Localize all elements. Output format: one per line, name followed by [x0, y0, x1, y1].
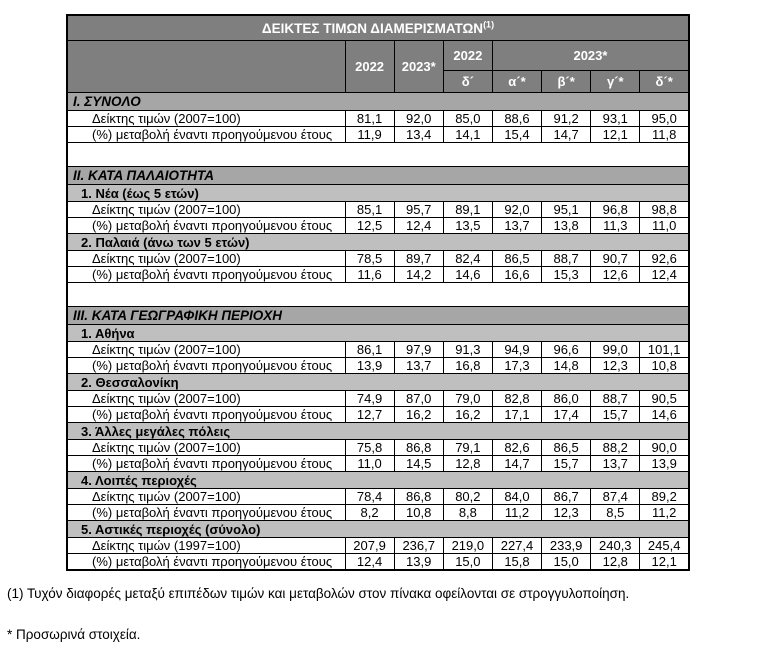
- value-cell: 78,5: [345, 251, 394, 267]
- value-cell: 94,9: [492, 342, 541, 358]
- row-label: (%) μεταβολή έναντι προηγούμενου έτους: [67, 127, 345, 143]
- data-row: [67, 342, 689, 358]
- section-row: [67, 307, 689, 325]
- data-row: [67, 218, 689, 234]
- header-quarter-a-2023: α´*: [492, 71, 541, 93]
- title-footnote-ref: (1): [483, 19, 495, 29]
- row-label: (%) μεταβολή έναντι προηγούμενου έτους: [67, 456, 345, 472]
- value-cell: 95,1: [542, 202, 591, 218]
- data-row: [67, 440, 689, 456]
- section-row: [67, 93, 689, 111]
- value-cell: 13,7: [492, 218, 541, 234]
- row-label: (%) μεταβολή έναντι προηγούμενου έτους: [67, 505, 345, 521]
- value-cell: 12,8: [591, 554, 640, 571]
- value-cell: 11,6: [345, 267, 394, 283]
- value-cell: 11,0: [640, 218, 689, 234]
- row-label: Δείκτης τιμών (2007=100): [67, 202, 345, 218]
- value-cell: 16,6: [492, 267, 541, 283]
- value-cell: 92,6: [640, 251, 689, 267]
- value-cell: 78,4: [345, 489, 394, 505]
- value-cell: 245,4: [640, 538, 689, 554]
- value-cell: 99,0: [591, 342, 640, 358]
- value-cell: 17,4: [542, 407, 591, 423]
- value-cell: 96,8: [591, 202, 640, 218]
- value-cell: 85,0: [443, 111, 492, 127]
- spacer-cell: [67, 283, 689, 307]
- value-cell: 86,5: [492, 251, 541, 267]
- data-row: [67, 251, 689, 267]
- value-cell: 92,0: [394, 111, 443, 127]
- row-label: Δείκτης τιμών (2007=100): [67, 391, 345, 407]
- value-cell: 207,9: [345, 538, 394, 554]
- value-cell: 12,1: [591, 127, 640, 143]
- value-cell: 12,6: [591, 267, 640, 283]
- data-row: [67, 127, 689, 143]
- value-cell: 11,2: [492, 505, 541, 521]
- row-label: (%) μεταβολή έναντι προηγούμενου έτους: [67, 267, 345, 283]
- data-row: [67, 456, 689, 472]
- section-label: II. ΚΑΤΑ ΠΑΛΑΙΟΤΗΤΑ: [67, 167, 689, 185]
- value-cell: 90,0: [640, 440, 689, 456]
- spacer-cell: [67, 143, 689, 167]
- value-cell: 89,7: [394, 251, 443, 267]
- value-cell: 95,0: [640, 111, 689, 127]
- subsection-label: 3. Άλλες μεγάλες πόλεις: [67, 423, 689, 440]
- value-cell: 91,3: [443, 342, 492, 358]
- value-cell: 84,0: [492, 489, 541, 505]
- value-cell: 14,7: [492, 456, 541, 472]
- value-cell: 233,9: [542, 538, 591, 554]
- value-cell: 79,0: [443, 391, 492, 407]
- value-cell: 97,9: [394, 342, 443, 358]
- value-cell: 12,7: [345, 407, 394, 423]
- subsection-row: [67, 423, 689, 440]
- value-cell: 14,8: [542, 358, 591, 374]
- subsection-label: 2. Θεσσαλονίκη: [67, 374, 689, 391]
- value-cell: 12,8: [443, 456, 492, 472]
- subsection-label: 2. Παλαιά (άνω των 5 ετών): [67, 234, 689, 251]
- value-cell: 8,5: [591, 505, 640, 521]
- table-title: [67, 15, 689, 41]
- value-cell: 10,8: [394, 505, 443, 521]
- row-label: Δείκτης τιμών (2007=100): [67, 111, 345, 127]
- value-cell: 11,9: [345, 127, 394, 143]
- header-quarter-d-2023: δ´*: [640, 71, 689, 93]
- price-index-table: [66, 14, 690, 571]
- value-cell: 74,9: [345, 391, 394, 407]
- value-cell: 16,8: [443, 358, 492, 374]
- header-quarter-d-2022: δ´: [443, 71, 492, 93]
- value-cell: 219,0: [443, 538, 492, 554]
- header-2022-quarter-year: 2022: [443, 41, 492, 71]
- value-cell: 96,6: [542, 342, 591, 358]
- footnote-provisional: * Προσωρινά στοιχεία.: [7, 627, 141, 642]
- value-cell: 98,8: [640, 202, 689, 218]
- row-label: (%) μεταβολή έναντι προηγούμενου έτους: [67, 218, 345, 234]
- value-cell: 15,0: [443, 554, 492, 571]
- value-cell: 14,6: [640, 407, 689, 423]
- value-cell: 82,6: [492, 440, 541, 456]
- value-cell: 12,3: [542, 505, 591, 521]
- value-cell: 8,8: [443, 505, 492, 521]
- value-cell: 14,2: [394, 267, 443, 283]
- subsection-row: [67, 374, 689, 391]
- value-cell: 87,4: [591, 489, 640, 505]
- row-label: (%) μεταβολή έναντι προηγούμενου έτους: [67, 554, 345, 571]
- value-cell: 86,7: [542, 489, 591, 505]
- value-cell: 88,7: [591, 391, 640, 407]
- value-cell: 13,8: [542, 218, 591, 234]
- value-cell: 88,7: [542, 251, 591, 267]
- subsection-row: [67, 472, 689, 489]
- value-cell: 82,8: [492, 391, 541, 407]
- subsection-row: [67, 325, 689, 342]
- value-cell: 15,7: [591, 407, 640, 423]
- apartment-price-index-table: [66, 14, 690, 571]
- row-label: Δείκτης τιμών (2007=100): [67, 489, 345, 505]
- data-row: [67, 505, 689, 521]
- value-cell: 10,8: [640, 358, 689, 374]
- value-cell: 12,4: [640, 267, 689, 283]
- value-cell: 86,0: [542, 391, 591, 407]
- header-quarter-b-2023: β´*: [542, 71, 591, 93]
- value-cell: 95,7: [394, 202, 443, 218]
- value-cell: 11,8: [640, 127, 689, 143]
- value-cell: 12,5: [345, 218, 394, 234]
- value-cell: 227,4: [492, 538, 541, 554]
- header-2023-quarter-group: 2023*: [492, 41, 689, 71]
- table-body: [67, 93, 689, 571]
- value-cell: 86,1: [345, 342, 394, 358]
- value-cell: 14,1: [443, 127, 492, 143]
- value-cell: 15,0: [542, 554, 591, 571]
- data-row: [67, 554, 689, 571]
- value-cell: 14,7: [542, 127, 591, 143]
- value-cell: 90,7: [591, 251, 640, 267]
- value-cell: 81,1: [345, 111, 394, 127]
- value-cell: 16,2: [394, 407, 443, 423]
- value-cell: 86,5: [542, 440, 591, 456]
- value-cell: 15,4: [492, 127, 541, 143]
- value-cell: 86,8: [394, 440, 443, 456]
- section-label: I. ΣΥΝΟΛΟ: [67, 93, 689, 111]
- column-header-row-1: [67, 41, 689, 71]
- value-cell: 89,2: [640, 489, 689, 505]
- spacer-row: [67, 143, 689, 167]
- value-cell: 13,7: [591, 456, 640, 472]
- value-cell: 11,0: [345, 456, 394, 472]
- value-cell: 85,1: [345, 202, 394, 218]
- value-cell: 101,1: [640, 342, 689, 358]
- value-cell: 11,2: [640, 505, 689, 521]
- value-cell: 8,2: [345, 505, 394, 521]
- value-cell: 15,8: [492, 554, 541, 571]
- value-cell: 15,7: [542, 456, 591, 472]
- section-row: [67, 167, 689, 185]
- value-cell: 80,2: [443, 489, 492, 505]
- spacer-row: [67, 283, 689, 307]
- value-cell: 88,2: [591, 440, 640, 456]
- label-column-header: [67, 41, 345, 93]
- value-cell: 79,1: [443, 440, 492, 456]
- value-cell: 90,5: [640, 391, 689, 407]
- subsection-label: 1. Αθήνα: [67, 325, 689, 342]
- value-cell: 13,4: [394, 127, 443, 143]
- value-cell: 93,1: [591, 111, 640, 127]
- value-cell: 13,9: [394, 554, 443, 571]
- data-row: [67, 267, 689, 283]
- value-cell: 12,3: [591, 358, 640, 374]
- footnote-rounding: (1) Τυχόν διαφορές μεταξύ επιπέδων τιμών και μεταβολών στον πίνακα οφείλονται σε στρογγυλοποίηση.: [7, 586, 630, 601]
- data-row: [67, 202, 689, 218]
- header-quarter-g-2023: γ´*: [591, 71, 640, 93]
- value-cell: 17,3: [492, 358, 541, 374]
- value-cell: 92,0: [492, 202, 541, 218]
- value-cell: 87,0: [394, 391, 443, 407]
- data-row: [67, 391, 689, 407]
- value-cell: 14,6: [443, 267, 492, 283]
- data-row: [67, 111, 689, 127]
- value-cell: 82,4: [443, 251, 492, 267]
- value-cell: 75,8: [345, 440, 394, 456]
- value-cell: 11,3: [591, 218, 640, 234]
- table-title-text: ΔΕΙΚΤΕΣ ΤΙΜΩΝ ΔΙΑΜΕΡΙΣΜΑΤΩΝ: [261, 20, 484, 36]
- value-cell: 12,4: [345, 554, 394, 571]
- row-label: Δείκτης τιμών (2007=100): [67, 251, 345, 267]
- row-label: (%) μεταβολή έναντι προηγούμενου έτους: [67, 358, 345, 374]
- value-cell: 13,9: [640, 456, 689, 472]
- section-label: III. ΚΑΤΑ ΓΕΩΓΡΑΦΙΚΗ ΠΕΡΙΟΧΗ: [67, 307, 689, 325]
- header-year-2022: 2022: [345, 41, 394, 93]
- value-cell: 236,7: [394, 538, 443, 554]
- subsection-row: [67, 234, 689, 251]
- row-label: Δείκτης τιμών (2007=100): [67, 440, 345, 456]
- data-row: [67, 407, 689, 423]
- subsection-label: 1. Νέα (έως 5 ετών): [67, 185, 689, 202]
- value-cell: 91,2: [542, 111, 591, 127]
- value-cell: 86,8: [394, 489, 443, 505]
- value-cell: 13,7: [394, 358, 443, 374]
- subsection-row: [67, 521, 689, 538]
- data-row: [67, 358, 689, 374]
- row-label: Δείκτης τιμών (2007=100): [67, 342, 345, 358]
- value-cell: 12,1: [640, 554, 689, 571]
- subsection-row: [67, 185, 689, 202]
- value-cell: 14,5: [394, 456, 443, 472]
- header-year-2023: 2023*: [394, 41, 443, 93]
- value-cell: 89,1: [443, 202, 492, 218]
- value-cell: 88,6: [492, 111, 541, 127]
- value-cell: 17,1: [492, 407, 541, 423]
- data-row: [67, 489, 689, 505]
- value-cell: 16,2: [443, 407, 492, 423]
- value-cell: 12,4: [394, 218, 443, 234]
- value-cell: 13,9: [345, 358, 394, 374]
- value-cell: 240,3: [591, 538, 640, 554]
- value-cell: 15,3: [542, 267, 591, 283]
- row-label: Δείκτης τιμών (1997=100): [67, 538, 345, 554]
- subsection-label: 5. Αστικές περιοχές (σύνολο): [67, 521, 689, 538]
- data-row: [67, 538, 689, 554]
- subsection-label: 4. Λοιπές περιοχές: [67, 472, 689, 489]
- value-cell: 13,5: [443, 218, 492, 234]
- table-title-row: [67, 15, 689, 41]
- row-label: (%) μεταβολή έναντι προηγούμενου έτους: [67, 407, 345, 423]
